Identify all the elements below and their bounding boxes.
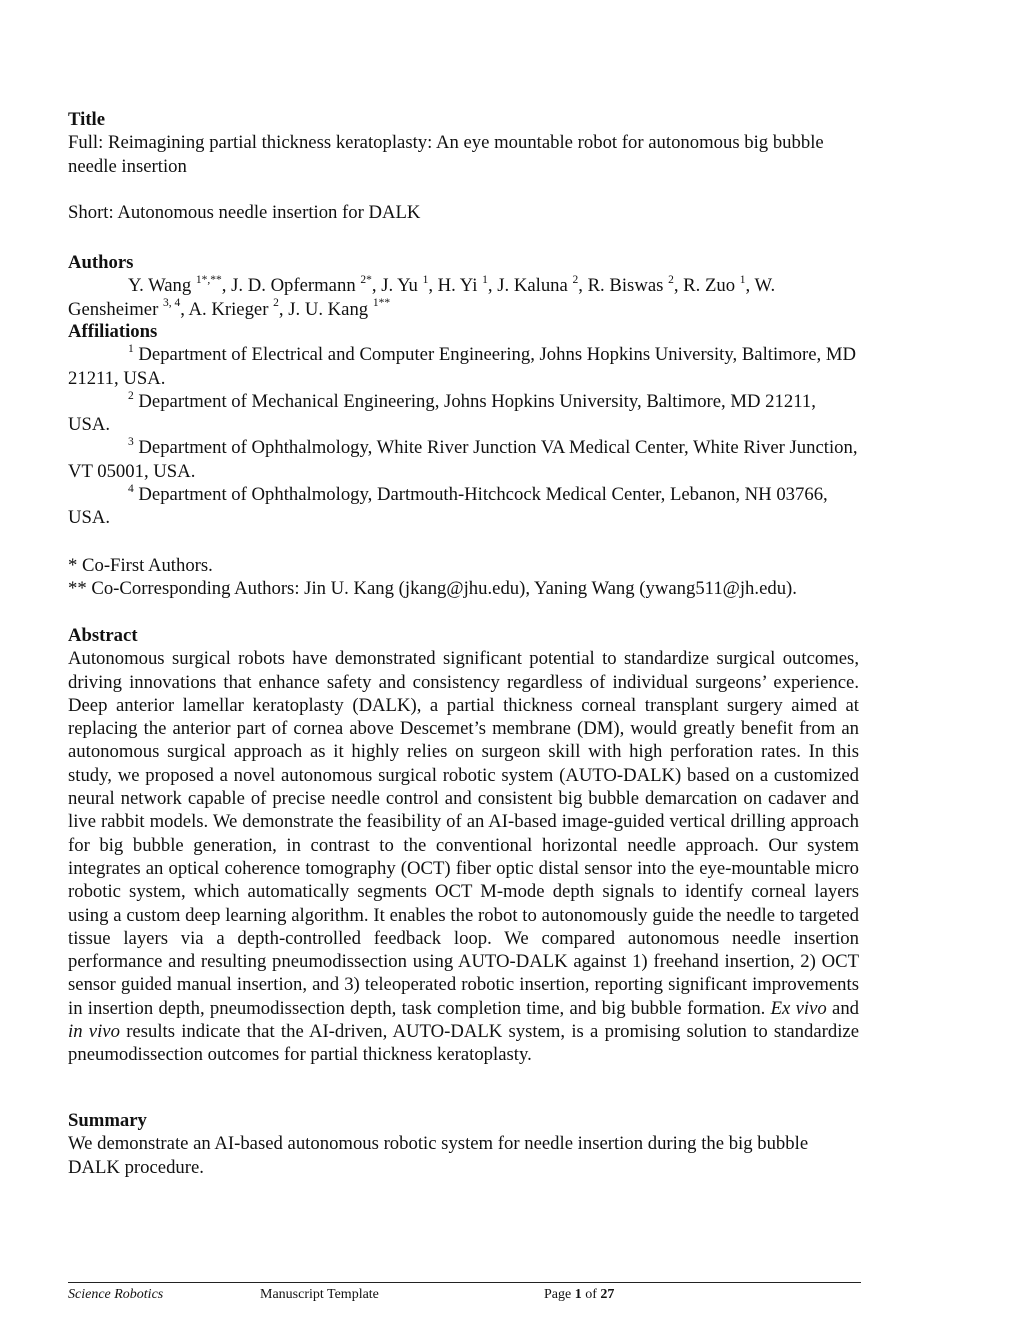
affiliation-item	[68, 390, 859, 437]
page-total: 27	[600, 1287, 615, 1302]
co-corresponding-note: ** Co-Corresponding Authors: Jin U. Kang (jkang@jhu.edu), Yaning Wang (ywang511@jh.edu).	[68, 578, 797, 600]
ex-vivo-term: Ex vivo	[770, 997, 827, 1019]
author-separator: ,	[578, 275, 588, 297]
author-name: J. Kaluna	[497, 275, 568, 297]
author-notes	[68, 554, 859, 601]
author-affiliation-marker: 1**	[372, 297, 391, 310]
in-vivo-term: in vivo	[68, 1021, 120, 1043]
full-title: Full: Reimagining partial thickness keratoplasty: An eye mountable robot for autonomous big bubble needle insertion	[68, 132, 824, 177]
footer-divider	[68, 1282, 861, 1283]
author-affiliation-marker: 1*,**	[195, 274, 222, 287]
author-affiliation-marker: 1	[422, 274, 429, 287]
co-first-note: * Co-First Authors.	[68, 555, 213, 576]
abstract-conclusion: results indicate that the AI-driven, AUTO-DALK system, is a promising solution to standardize pneumodissection outcomes for partial thickness keratoplasty.	[68, 1021, 860, 1066]
affiliation-text: Department of Electrical and Computer Engineering, Johns Hopkins University, Baltimore, MD 21211, USA.	[68, 344, 857, 389]
author-separator: ,	[428, 275, 438, 297]
authors-heading: Authors	[68, 252, 134, 273]
page-of-label: of	[585, 1287, 597, 1302]
footer-template: Manuscript Template	[260, 1287, 379, 1302]
summary-heading: Summary	[68, 1110, 147, 1131]
affiliation-number: 4	[128, 482, 134, 495]
author-separator: ,	[278, 298, 289, 320]
page-current: 1	[574, 1287, 582, 1302]
page-label: Page	[544, 1287, 572, 1302]
affiliation-item	[68, 483, 859, 530]
summary-text: We demonstrate an AI-based autonomous robotic system for needle insertion during the big bubble DALK procedure.	[68, 1133, 809, 1178]
author-affiliation-marker: 3, 4	[162, 297, 181, 310]
affiliation-number: 2	[128, 389, 134, 402]
author-affiliation-marker: 2*	[360, 274, 372, 287]
author-affiliation-marker: 2	[273, 297, 279, 310]
author-separator: ,	[371, 275, 382, 297]
title-heading: Title	[68, 109, 106, 130]
author-name: R. Biswas	[587, 275, 664, 297]
author-name: J. Yu	[381, 275, 418, 297]
author-list	[68, 274, 859, 321]
affiliations-section	[68, 320, 859, 530]
author-separator: ,	[673, 275, 684, 297]
affiliation-item	[68, 343, 859, 390]
footer-page-number	[544, 1286, 614, 1304]
abstract-and: and	[832, 997, 860, 1019]
authors-section	[68, 251, 859, 321]
abstract-text	[68, 647, 859, 1066]
author-separator: ,	[221, 275, 232, 297]
short-title: Short: Autonomous needle insertion for DALK	[68, 201, 421, 223]
abstract-heading: Abstract	[68, 625, 138, 646]
affiliation-number: 3	[128, 436, 134, 449]
abstract-section	[68, 624, 859, 1067]
affiliation-list	[68, 343, 859, 529]
author-affiliation-marker: 1	[739, 274, 746, 287]
affiliation-text: Department of Mechanical Engineering, Johns Hopkins University, Baltimore, MD 21211, USA.	[68, 390, 816, 436]
author-affiliation-marker: 2	[668, 274, 674, 287]
author-name: J. U. Kang	[288, 298, 369, 320]
author-name: H. Yi	[437, 275, 478, 297]
affiliation-item	[68, 436, 859, 483]
summary-section	[68, 1109, 859, 1179]
author-affiliation-marker: 1	[482, 274, 488, 287]
affiliation-number: 1	[128, 343, 134, 356]
author-affiliation-marker: 2	[572, 274, 579, 287]
author-name: W. Gensheimer	[68, 275, 776, 320]
author-name: A. Krieger	[188, 298, 269, 320]
affiliations-heading: Affiliations	[68, 321, 158, 342]
author-separator: ,	[180, 298, 189, 320]
footer-journal: Science Robotics	[68, 1287, 164, 1302]
author-name: J. D. Opfermann	[231, 275, 356, 297]
affiliation-text: Department of Ophthalmology, Dartmouth-Hitchcock Medical Center, Lebanon, NH 03766, USA.	[68, 484, 828, 529]
title-section	[68, 108, 859, 224]
author-name: R. Zuo	[683, 275, 736, 297]
affiliation-text: Department of Ophthalmology, White River Junction VA Medical Center, White River Junction, VT 05001, USA.	[68, 437, 858, 482]
author-name: Y. Wang	[128, 275, 192, 297]
author-separator: ,	[487, 275, 498, 297]
abstract-body: Autonomous surgical robots have demonstrated significant potential to standardize surgical outcomes, driving innovations that enhance safety and consistency regardless of individual surgeons’ experience. Deep anterior lamellar keratoplasty (DALK), a partial thickness corneal transplant surgery aimed at replacing the anterior part of cornea above Descemet’s membrane (DM), would greatly benefit from an autonomous surgical approach as it highly relies on surgeon skill with high perforation rates. In this study, we proposed a novel autonomous surgical robotic system (AUTO-DALK) based on a customized neural network capable of precise needle control and consistent big bubble demarcation on cadaver and live rabbit models. We demonstrate the feasibility of an AI-based image-guided vertical drilling approach for big bubble generation, in contrast to the conventional horizontal needle approach. Our system integrates an optical coherence tomography (OCT) fiber optic distal sensor into the eye-mountable micro robotic system, which automatically segments OCT M-mode depth signals to identify corneal layers using a custom deep learning algorithm. It enables the robot to autonomously guide the needle to targeted tissue layers via a depth-controlled feedback loop. We compared autonomous needle insertion performance and resulting pneumodissection using AUTO-DALK against 1) freehand insertion, 2) OCT sensor guided manual insertion, and 3) teleoperated robotic insertion, reporting significant improvements in insertion depth, pneumodissection depth, task completion time, and big bubble formation.	[68, 648, 859, 1019]
author-separator: ,	[745, 275, 755, 297]
